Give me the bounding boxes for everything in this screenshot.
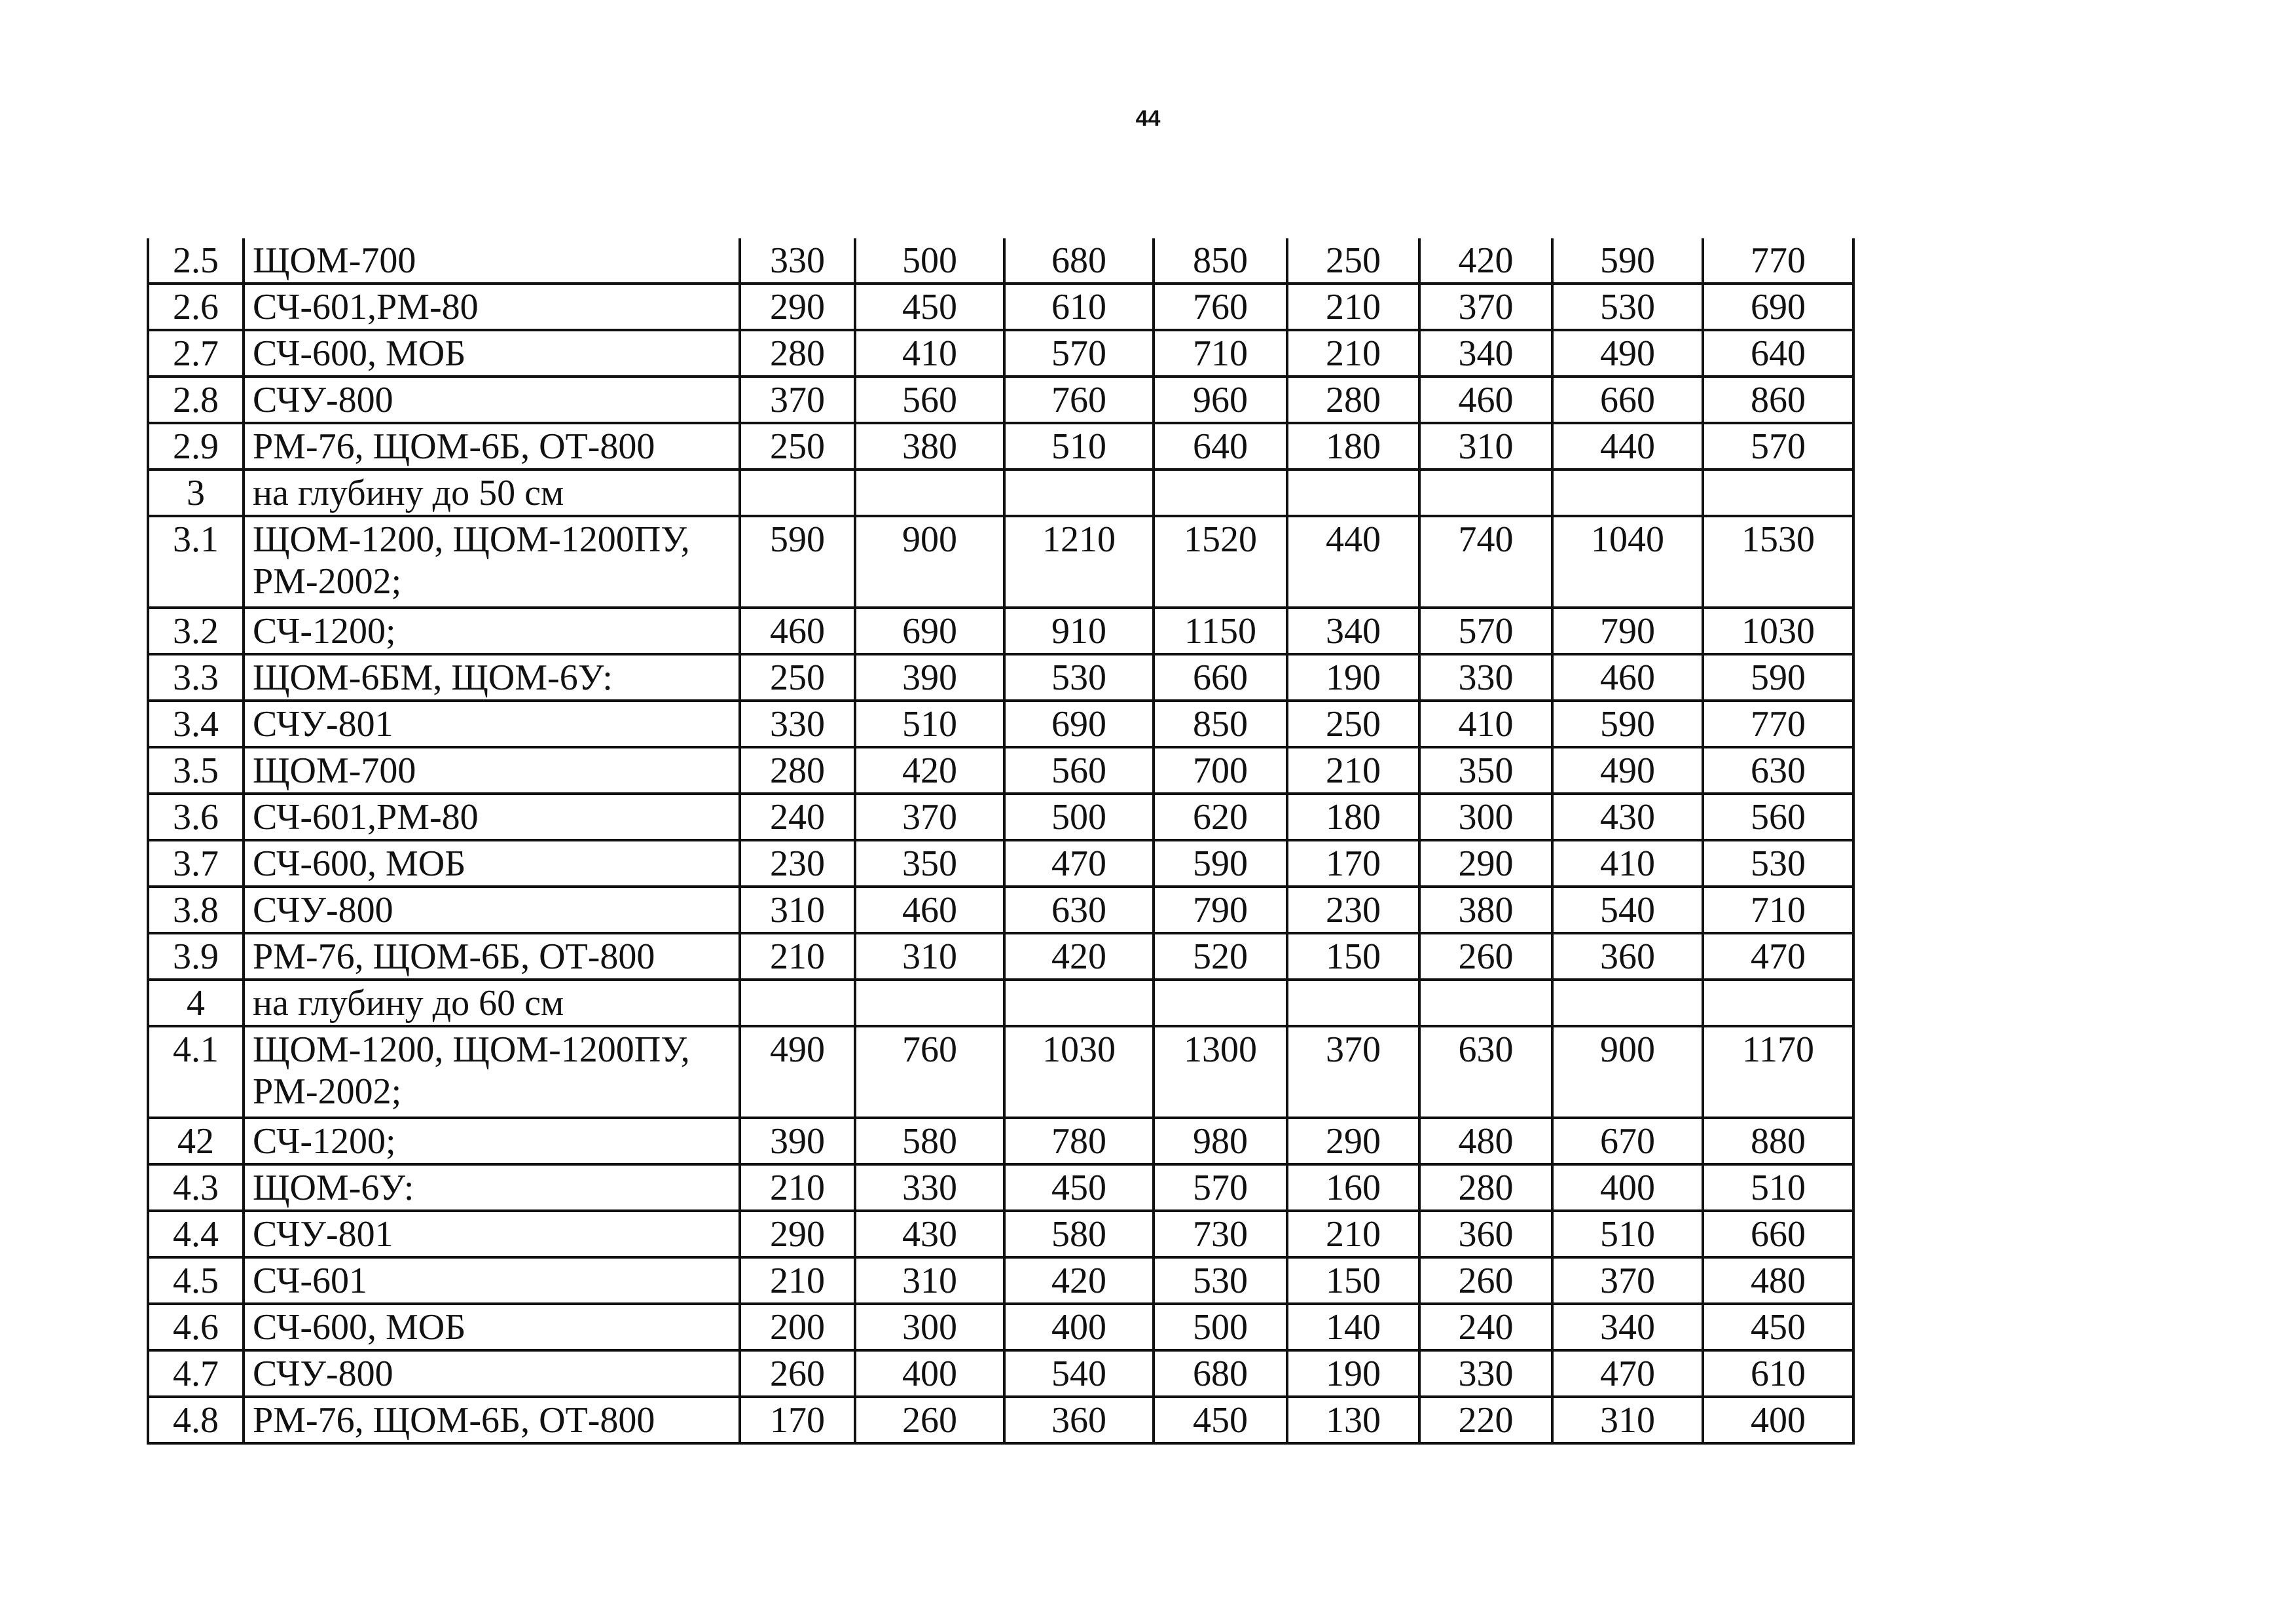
value-cell: 960 (1154, 377, 1287, 423)
value-cell: 640 (1154, 423, 1287, 470)
value-cell: 850 (1154, 238, 1287, 284)
value-cell: 480 (1703, 1257, 1853, 1304)
row-number-cell: 3.2 (148, 608, 244, 654)
table-row (148, 1257, 1853, 1304)
value-cell: 660 (1703, 1211, 1853, 1257)
row-number-cell: 3.6 (148, 794, 244, 840)
row-number-cell: 4.7 (148, 1350, 244, 1397)
value-cell: 1030 (1004, 1026, 1154, 1118)
value-cell: 690 (855, 608, 1004, 654)
row-number-cell: 4.6 (148, 1304, 244, 1350)
value-cell: 590 (1154, 840, 1287, 887)
value-cell: 390 (740, 1118, 855, 1164)
value-cell: 570 (1703, 423, 1853, 470)
value-cell: 200 (740, 1304, 855, 1350)
value-cell (1419, 470, 1552, 516)
value-cell: 280 (740, 747, 855, 794)
value-cell (855, 980, 1004, 1026)
row-number-cell: 42 (148, 1118, 244, 1164)
machine-name-cell: ЩОМ-700 (244, 747, 740, 794)
value-cell: 300 (1419, 794, 1552, 840)
value-cell: 450 (855, 284, 1004, 330)
value-cell: 190 (1287, 1350, 1419, 1397)
value-cell: 210 (1287, 1211, 1419, 1257)
row-number-cell: 3 (148, 470, 244, 516)
table-row (148, 1211, 1853, 1257)
table-row (148, 794, 1853, 840)
value-cell: 680 (1154, 1350, 1287, 1397)
value-cell: 710 (1154, 330, 1287, 377)
machine-name-cell: на глубину до 60 см (244, 980, 740, 1026)
row-number-cell: 4.3 (148, 1164, 244, 1211)
value-cell: 380 (1419, 887, 1552, 933)
machine-name-cell: СЧУ-800 (244, 377, 740, 423)
row-number-cell: 4.5 (148, 1257, 244, 1304)
row-number-cell: 4.4 (148, 1211, 244, 1257)
value-cell: 860 (1703, 377, 1853, 423)
value-cell: 460 (1419, 377, 1552, 423)
value-cell: 570 (1419, 608, 1552, 654)
table-row (148, 654, 1853, 701)
value-cell: 590 (1552, 701, 1703, 747)
value-cell: 1170 (1703, 1026, 1853, 1118)
value-cell: 130 (1287, 1397, 1419, 1443)
value-cell: 540 (1004, 1350, 1154, 1397)
value-cell: 560 (1004, 747, 1154, 794)
value-cell: 460 (740, 608, 855, 654)
value-cell: 640 (1703, 330, 1853, 377)
row-number-cell: 3.4 (148, 701, 244, 747)
machine-name-cell: СЧУ-800 (244, 887, 740, 933)
table-row (148, 238, 1853, 284)
table-row (148, 284, 1853, 330)
value-cell: 310 (855, 933, 1004, 980)
value-cell: 520 (1154, 933, 1287, 980)
value-cell: 540 (1552, 887, 1703, 933)
table-row (148, 1026, 1853, 1118)
value-cell: 400 (1552, 1164, 1703, 1211)
row-number-cell: 4.8 (148, 1397, 244, 1443)
value-cell: 210 (1287, 330, 1419, 377)
value-cell (1552, 470, 1703, 516)
value-cell: 420 (1419, 238, 1552, 284)
value-cell: 370 (1287, 1026, 1419, 1118)
table-body (148, 238, 1853, 1443)
value-cell: 480 (1419, 1118, 1552, 1164)
value-cell: 240 (1419, 1304, 1552, 1350)
value-cell: 850 (1154, 701, 1287, 747)
value-cell: 790 (1154, 887, 1287, 933)
value-cell: 490 (740, 1026, 855, 1118)
value-cell (1004, 980, 1154, 1026)
value-cell: 450 (1154, 1397, 1287, 1443)
value-cell: 450 (1004, 1164, 1154, 1211)
value-cell: 590 (1552, 238, 1703, 284)
row-number-cell: 2.6 (148, 284, 244, 330)
value-cell: 360 (1004, 1397, 1154, 1443)
value-cell: 510 (1703, 1164, 1853, 1211)
table-row (148, 1304, 1853, 1350)
row-number-cell: 3.7 (148, 840, 244, 887)
machine-name-cell: ЩОМ-6У: (244, 1164, 740, 1211)
machine-name-cell: СЧ-1200; (244, 608, 740, 654)
value-cell: 690 (1004, 701, 1154, 747)
machine-name-cell: на глубину до 50 см (244, 470, 740, 516)
table-row (148, 887, 1853, 933)
rates-table (147, 238, 1855, 1445)
value-cell: 900 (1552, 1026, 1703, 1118)
value-cell: 770 (1703, 701, 1853, 747)
value-cell: 370 (1552, 1257, 1703, 1304)
value-cell: 590 (1703, 654, 1853, 701)
value-cell: 470 (1004, 840, 1154, 887)
value-cell: 450 (1703, 1304, 1853, 1350)
value-cell (1004, 470, 1154, 516)
value-cell: 290 (1419, 840, 1552, 887)
value-cell: 330 (740, 238, 855, 284)
row-number-cell: 3.9 (148, 933, 244, 980)
value-cell: 660 (1154, 654, 1287, 701)
table-row (148, 980, 1853, 1026)
value-cell: 710 (1703, 887, 1853, 933)
value-cell: 410 (1552, 840, 1703, 887)
value-cell: 690 (1703, 284, 1853, 330)
table-row (148, 330, 1853, 377)
value-cell: 780 (1004, 1118, 1154, 1164)
value-cell: 880 (1703, 1118, 1853, 1164)
value-cell: 670 (1552, 1118, 1703, 1164)
value-cell: 330 (855, 1164, 1004, 1211)
value-cell (1154, 980, 1287, 1026)
row-number-cell: 2.7 (148, 330, 244, 377)
machine-name-cell: РМ-76, ЩОМ-6Б, ОТ-800 (244, 933, 740, 980)
value-cell: 470 (1552, 1350, 1703, 1397)
value-cell: 760 (1004, 377, 1154, 423)
value-cell: 560 (855, 377, 1004, 423)
value-cell: 610 (1703, 1350, 1853, 1397)
value-cell: 210 (740, 1164, 855, 1211)
value-cell: 310 (740, 887, 855, 933)
value-cell: 140 (1287, 1304, 1419, 1350)
value-cell (740, 980, 855, 1026)
value-cell: 230 (740, 840, 855, 887)
value-cell: 460 (855, 887, 1004, 933)
value-cell (1703, 470, 1853, 516)
value-cell: 330 (740, 701, 855, 747)
value-cell: 620 (1154, 794, 1287, 840)
value-cell: 400 (1004, 1304, 1154, 1350)
machine-name-cell: СЧ-601,РМ-80 (244, 794, 740, 840)
value-cell: 630 (1419, 1026, 1552, 1118)
table-row (148, 747, 1853, 794)
table-row (148, 423, 1853, 470)
row-number-cell: 2.5 (148, 238, 244, 284)
value-cell: 390 (855, 654, 1004, 701)
value-cell: 790 (1552, 608, 1703, 654)
value-cell (1419, 980, 1552, 1026)
value-cell: 770 (1703, 238, 1853, 284)
value-cell: 350 (1419, 747, 1552, 794)
table-row (148, 840, 1853, 887)
machine-name-cell: СЧ-601 (244, 1257, 740, 1304)
value-cell: 310 (1552, 1397, 1703, 1443)
value-cell: 530 (1703, 840, 1853, 887)
row-number-cell: 3.8 (148, 887, 244, 933)
machine-name-cell: СЧ-1200; (244, 1118, 740, 1164)
value-cell (1287, 980, 1419, 1026)
value-cell: 490 (1552, 330, 1703, 377)
value-cell: 530 (1552, 284, 1703, 330)
value-cell: 230 (1287, 887, 1419, 933)
value-cell: 510 (855, 701, 1004, 747)
value-cell: 360 (1419, 1211, 1552, 1257)
value-cell: 630 (1703, 747, 1853, 794)
value-cell: 1030 (1703, 608, 1853, 654)
value-cell: 510 (1552, 1211, 1703, 1257)
row-number-cell: 3.5 (148, 747, 244, 794)
value-cell: 440 (1552, 423, 1703, 470)
value-cell: 280 (740, 330, 855, 377)
value-cell (740, 470, 855, 516)
value-cell: 250 (740, 654, 855, 701)
value-cell: 150 (1287, 1257, 1419, 1304)
value-cell: 290 (740, 284, 855, 330)
machine-name-cell: ЩОМ-6БМ, ЩОМ-6У: (244, 654, 740, 701)
row-number-cell: 3.3 (148, 654, 244, 701)
value-cell: 340 (1287, 608, 1419, 654)
value-cell: 660 (1552, 377, 1703, 423)
machine-name-cell: СЧ-600, МОБ (244, 840, 740, 887)
value-cell: 1210 (1004, 516, 1154, 608)
value-cell: 400 (855, 1350, 1004, 1397)
value-cell: 340 (1552, 1304, 1703, 1350)
row-number-cell: 2.9 (148, 423, 244, 470)
value-cell: 160 (1287, 1164, 1419, 1211)
machine-name-cell: ЩОМ-700 (244, 238, 740, 284)
machine-name-cell: ЩОМ-1200, ЩОМ-1200ПУ, РМ-2002; (244, 1026, 740, 1118)
value-cell (1287, 470, 1419, 516)
value-cell: 500 (855, 238, 1004, 284)
table-row (148, 608, 1853, 654)
value-cell: 180 (1287, 423, 1419, 470)
value-cell: 250 (1287, 701, 1419, 747)
value-cell: 260 (740, 1350, 855, 1397)
value-cell: 730 (1154, 1211, 1287, 1257)
value-cell: 170 (1287, 840, 1419, 887)
value-cell: 300 (855, 1304, 1004, 1350)
value-cell: 530 (1004, 654, 1154, 701)
value-cell: 460 (1552, 654, 1703, 701)
value-cell (855, 470, 1004, 516)
machine-name-cell: ЩОМ-1200, ЩОМ-1200ПУ, РМ-2002; (244, 516, 740, 608)
row-number-cell: 3.1 (148, 516, 244, 608)
table-row (148, 1164, 1853, 1211)
machine-name-cell: СЧ-601,РМ-80 (244, 284, 740, 330)
page-number: 44 (1135, 106, 1161, 131)
value-cell: 360 (1552, 933, 1703, 980)
value-cell: 340 (1419, 330, 1552, 377)
value-cell: 240 (740, 794, 855, 840)
value-cell: 290 (1287, 1118, 1419, 1164)
value-cell: 500 (1004, 794, 1154, 840)
value-cell: 570 (1154, 1164, 1287, 1211)
value-cell: 470 (1703, 933, 1853, 980)
machine-name-cell: СЧ-600, МОБ (244, 1304, 740, 1350)
machine-name-cell: СЧ-600, МОБ (244, 330, 740, 377)
value-cell: 310 (1419, 423, 1552, 470)
machine-name-cell: РМ-76, ЩОМ-6Б, ОТ-800 (244, 423, 740, 470)
value-cell: 760 (1154, 284, 1287, 330)
value-cell: 370 (855, 794, 1004, 840)
value-cell: 410 (1419, 701, 1552, 747)
value-cell: 190 (1287, 654, 1419, 701)
table-row (148, 1397, 1853, 1443)
value-cell: 380 (855, 423, 1004, 470)
value-cell: 220 (1419, 1397, 1552, 1443)
value-cell (1154, 470, 1287, 516)
value-cell: 420 (855, 747, 1004, 794)
value-cell: 290 (740, 1211, 855, 1257)
value-cell: 410 (855, 330, 1004, 377)
machine-name-cell: СЧУ-801 (244, 701, 740, 747)
value-cell: 570 (1004, 330, 1154, 377)
value-cell: 500 (1154, 1304, 1287, 1350)
value-cell: 260 (1419, 1257, 1552, 1304)
table-row (148, 1350, 1853, 1397)
value-cell: 1040 (1552, 516, 1703, 608)
value-cell: 370 (740, 377, 855, 423)
row-number-cell: 2.8 (148, 377, 244, 423)
value-cell: 170 (740, 1397, 855, 1443)
value-cell: 440 (1287, 516, 1419, 608)
value-cell: 250 (1287, 238, 1419, 284)
value-cell: 420 (1004, 1257, 1154, 1304)
value-cell: 630 (1004, 887, 1154, 933)
value-cell: 280 (1287, 377, 1419, 423)
value-cell: 910 (1004, 608, 1154, 654)
machine-name-cell: СЧУ-800 (244, 1350, 740, 1397)
value-cell: 280 (1419, 1164, 1552, 1211)
value-cell: 1520 (1154, 516, 1287, 608)
value-cell: 980 (1154, 1118, 1287, 1164)
value-cell: 610 (1004, 284, 1154, 330)
value-cell: 740 (1419, 516, 1552, 608)
value-cell: 1150 (1154, 608, 1287, 654)
value-cell: 900 (855, 516, 1004, 608)
value-cell: 210 (740, 1257, 855, 1304)
value-cell (1552, 980, 1703, 1026)
value-cell: 310 (855, 1257, 1004, 1304)
row-number-cell: 4.1 (148, 1026, 244, 1118)
table-row (148, 933, 1853, 980)
value-cell (1703, 980, 1853, 1026)
value-cell: 680 (1004, 238, 1154, 284)
value-cell: 350 (855, 840, 1004, 887)
value-cell: 1300 (1154, 1026, 1287, 1118)
value-cell: 250 (740, 423, 855, 470)
table-row (148, 516, 1853, 608)
value-cell: 510 (1004, 423, 1154, 470)
table-row (148, 377, 1853, 423)
value-cell: 330 (1419, 654, 1552, 701)
value-cell: 580 (1004, 1211, 1154, 1257)
value-cell: 260 (1419, 933, 1552, 980)
value-cell: 400 (1703, 1397, 1853, 1443)
value-cell: 560 (1703, 794, 1853, 840)
value-cell: 490 (1552, 747, 1703, 794)
value-cell: 260 (855, 1397, 1004, 1443)
value-cell: 700 (1154, 747, 1287, 794)
value-cell: 150 (1287, 933, 1419, 980)
value-cell: 530 (1154, 1257, 1287, 1304)
value-cell: 330 (1419, 1350, 1552, 1397)
value-cell: 210 (1287, 284, 1419, 330)
value-cell: 210 (1287, 747, 1419, 794)
value-cell: 420 (1004, 933, 1154, 980)
table-row (148, 1118, 1853, 1164)
value-cell: 580 (855, 1118, 1004, 1164)
value-cell: 430 (855, 1211, 1004, 1257)
value-cell: 370 (1419, 284, 1552, 330)
value-cell: 210 (740, 933, 855, 980)
value-cell: 590 (740, 516, 855, 608)
value-cell: 760 (855, 1026, 1004, 1118)
table-row (148, 470, 1853, 516)
value-cell: 430 (1552, 794, 1703, 840)
machine-name-cell: СЧУ-801 (244, 1211, 740, 1257)
table-row (148, 701, 1853, 747)
row-number-cell: 4 (148, 980, 244, 1026)
value-cell: 180 (1287, 794, 1419, 840)
value-cell: 1530 (1703, 516, 1853, 608)
machine-name-cell: РМ-76, ЩОМ-6Б, ОТ-800 (244, 1397, 740, 1443)
